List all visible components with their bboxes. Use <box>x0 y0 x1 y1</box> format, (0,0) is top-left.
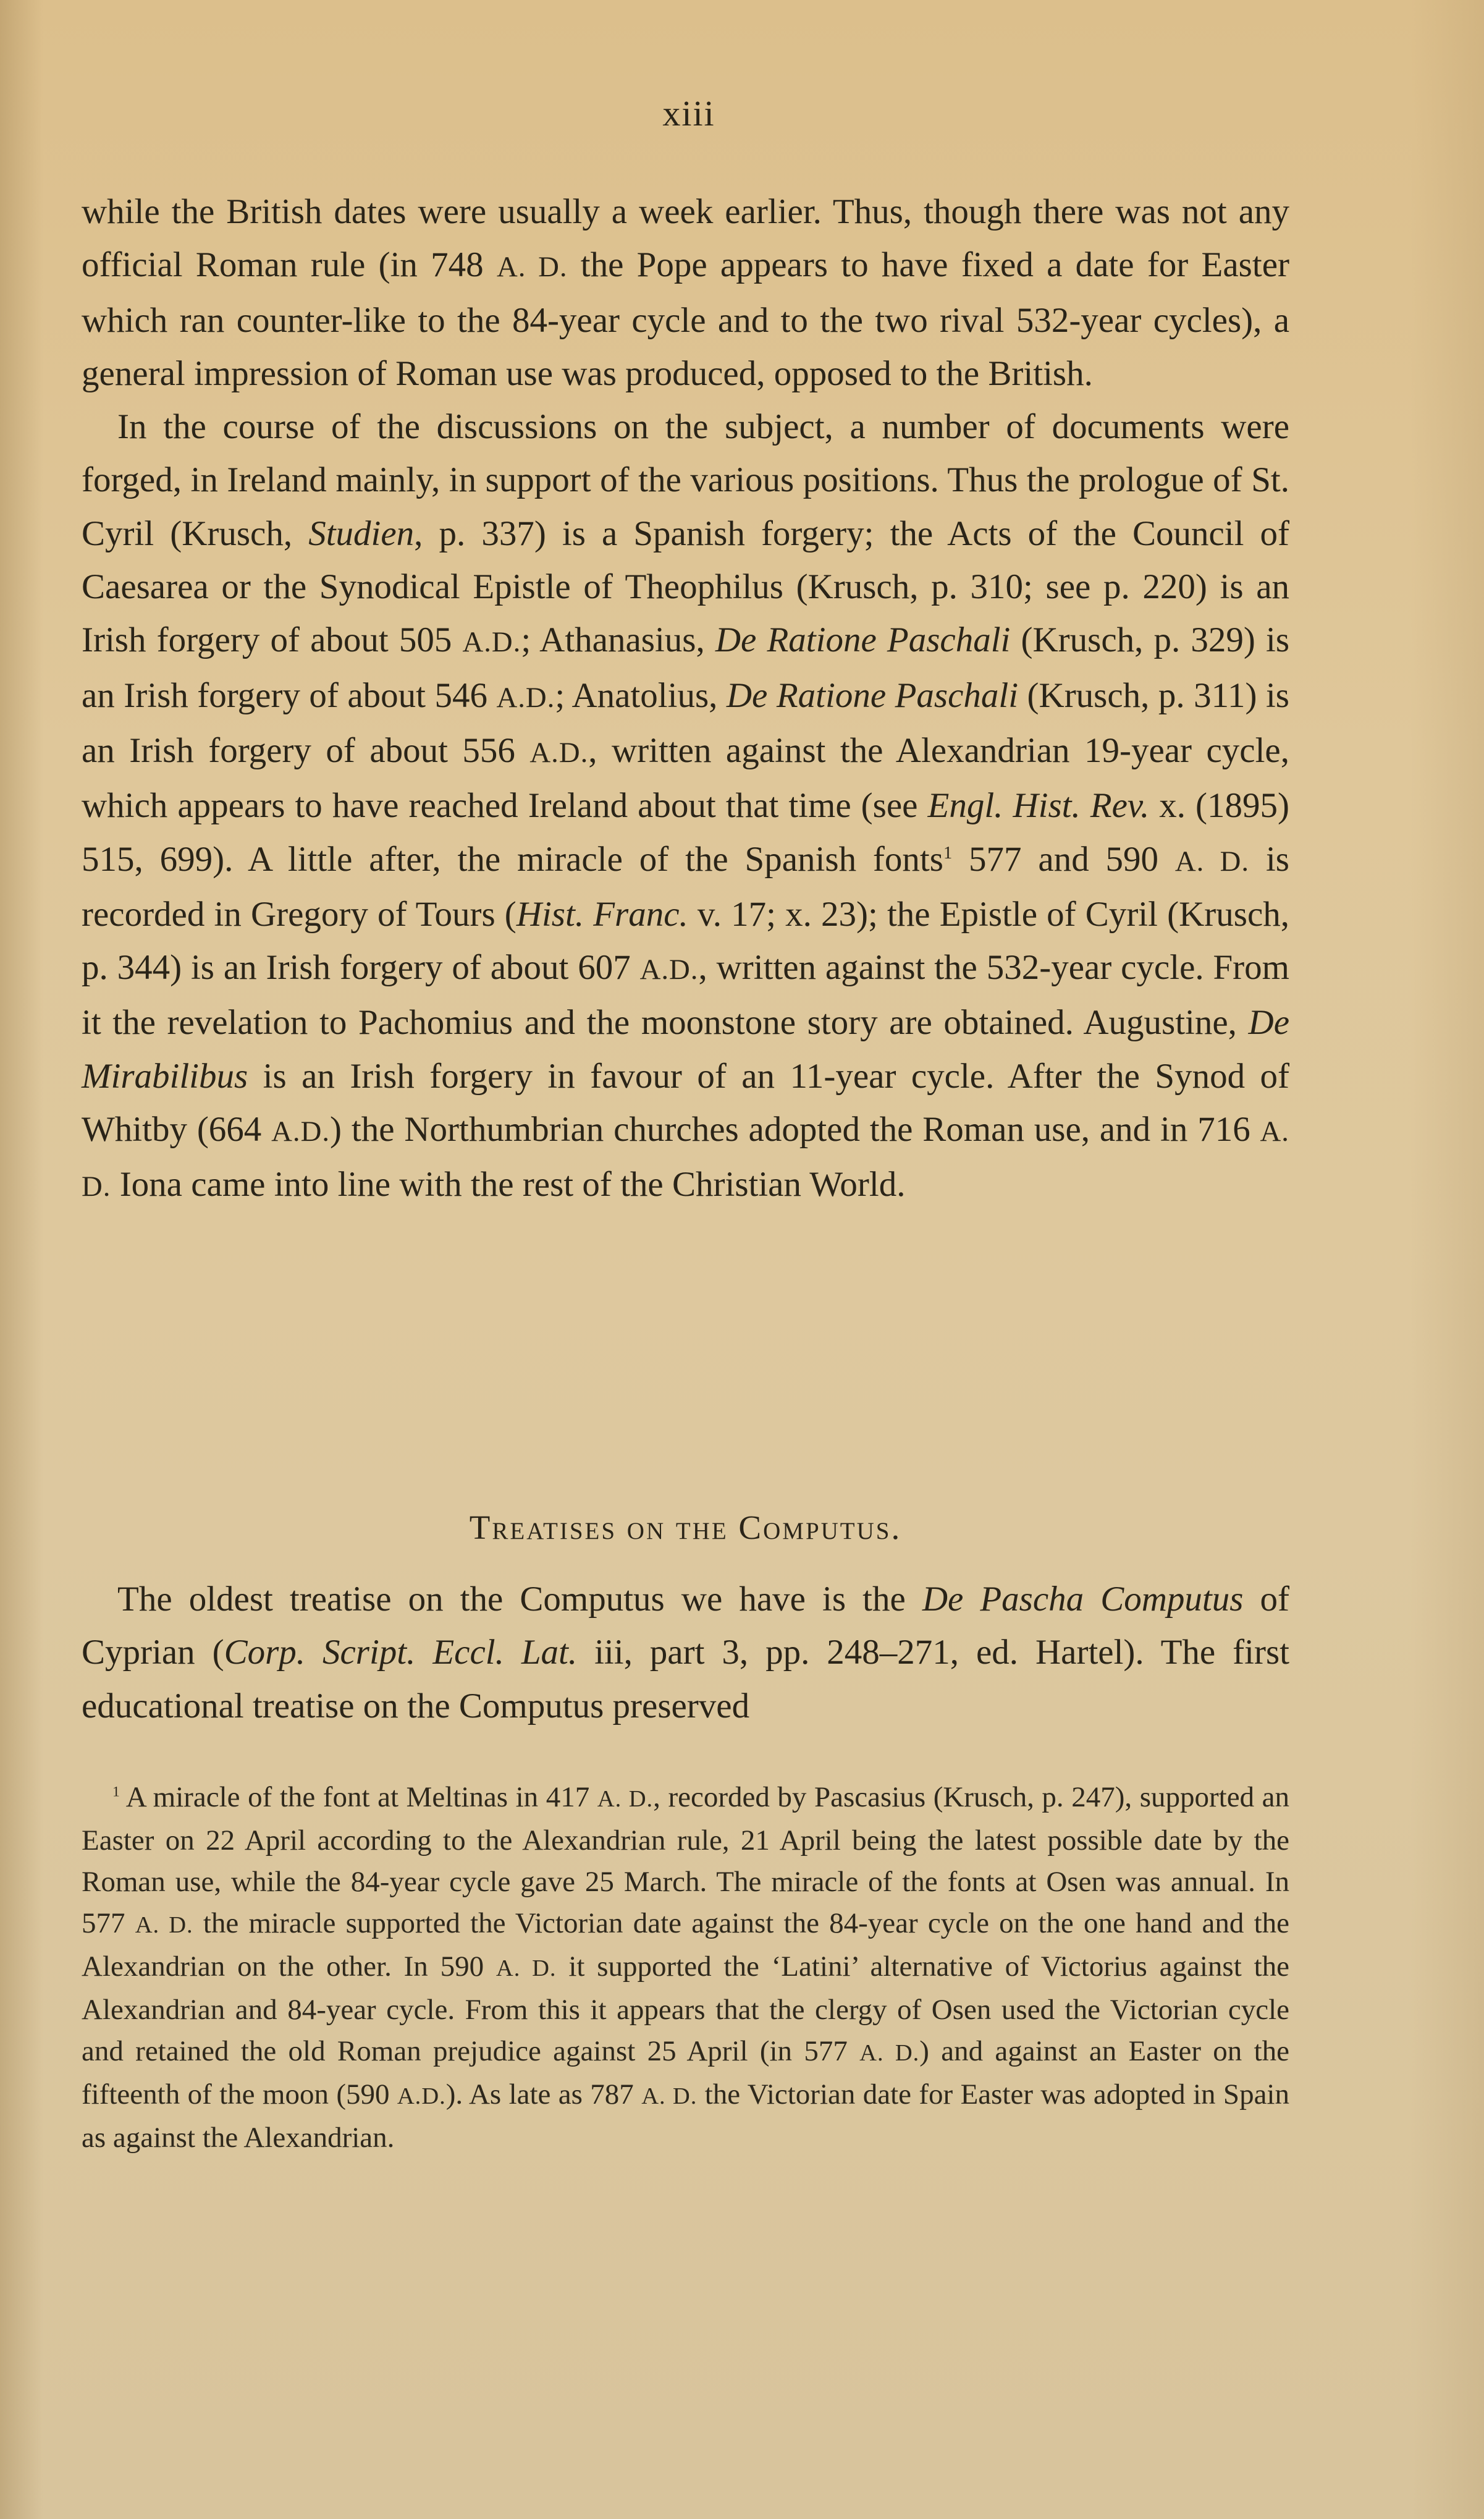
book-title: De Ratione Paschali <box>726 675 1019 715</box>
era-abbrev: A. D. <box>135 1912 193 1938</box>
era-abbrev: A.D. <box>496 681 555 714</box>
footnote-ref[interactable]: 1 <box>943 843 953 863</box>
era-abbrev: A. D. <box>495 1955 557 1981</box>
book-title: Studien <box>308 514 415 553</box>
book-title: De Ratione Paschali <box>715 620 1011 660</box>
paragraph-treatises: The oldest treatise on the Computus we have is the De Pascha Computus of Cyprian (Corp. Script. Eccl. Lat. iii, part 3, pp. 248–271, ed. Hartel). The first educational treatise on the Computus preserved <box>82 1580 1289 1725</box>
era-abbrev: A.D. <box>639 954 699 986</box>
book-title: Corp. Script. Eccl. Lat. <box>224 1633 578 1672</box>
book-title: De Mirabilibus <box>82 1003 1289 1096</box>
era-abbrev: A.D. <box>271 1116 331 1148</box>
book-title: Hist. Franc. <box>516 894 688 934</box>
paragraph-forgeries: In the course of the discussions on the subject, a number of documents were forged, in Ireland mainly, in support of the various positions. Thus the prologue of St. Cyril (Krusch, Studien, p. 337) is a Spanish forgery; the Acts of the Council of Caesarea or the Synodical Epistle of Theophilus (Krusch, p. 310; see p. 220) is an Irish forgery of about 505 A.D.; Athanasius, De Ratione Paschali (Krusch, p. 329) is an Irish forgery of about 546 A.D.; Anatolius, De Ratione Paschali (Krusch, p. 311) is an Irish forgery of about 556 A.D., written against the Alexandrian 19-year cycle, which appears to have reached Ireland about that time (see Engl. Hist. Rev. x. (1895) 515, 699). A little after, the miracle of the Spanish fonts$^1$ 577 and 590 A. D. is recorded in Gregory of Tours (Hist. Franc. v. 17; x. 23); the Epistle of Cyril (Krusch, p. 344) is an Irish forgery of about 607 A.D., written against the 532-year cycle. From it the revelation to Pachomius and the moonstone story are obtained. Augustine, De Mirabilibus is an Irish forgery in favour of an 11-year cycle. After the Synod of Whitby (664 A.D.) the Northumbrian churches adopted the Roman use, and in 716 A. D. Iona came into line with the rest of the Christian World. <box>82 407 1290 1204</box>
paragraph-continued: while the British dates were usually a week earlier. Thus, though there was not any official Roman rule (in 748 A. D. the Pope appears to have fixed a date for Easter which ran counter-like to the 84-year cycle and to the two rival 532-year cycles), a general impression of Roman use was produced, opposed to the British. <box>82 192 1289 393</box>
footnote-marker: 1 <box>112 1784 120 1800</box>
journal-title: Engl. Hist. Rev. <box>927 786 1150 826</box>
book-title: De Pascha Computus <box>922 1580 1244 1619</box>
page-edge-shadow <box>1410 0 1484 2519</box>
era-abbrev: A.D. <box>462 626 521 659</box>
section-heading: Treatises on the Computus. <box>469 1509 902 1546</box>
era-abbrev: A. D. <box>597 1786 654 1812</box>
section-text <box>82 1573 1289 1733</box>
era-abbrev: A. D. <box>859 2040 920 2066</box>
page-gutter-shadow <box>0 0 43 2519</box>
era-abbrev: A. D. <box>496 251 568 284</box>
era-abbrev: A.D. <box>397 2083 446 2109</box>
era-abbrev: A. D. <box>641 2083 698 2109</box>
era-abbrev: A.D. <box>529 736 589 769</box>
footnote <box>82 1777 1289 2159</box>
page-number: xiii <box>662 93 715 133</box>
body-text <box>82 185 1289 1214</box>
footnote-1: $^1$ A miracle of the font at Meltinas in 417 A. D., recorded by Pascasius (Krusch, p. 247), supported an Easter on 22 April according to the Alexandrian rule, 21 April being the latest possible date by the Roman use, while the 84-year cycle gave 25 March. The miracle of the fonts at Osen was annual. In 577 A. D. the miracle supported the Victorian date against the 84-year cycle on the one hand and the Alexandrian on the other. In 590 A. D. it supported the ‘Latini’ alternative of Victorius against the Alexandrian and 84-year cycle. From this it appears that the clergy of Osen used the Victorian cycle and retained the old Roman prejudice against 25 April (in 577 A. D.) and against an Easter on the fifteenth of the moon (590 A.D.). As late as 787 A. D. the Victorian date for Easter was adopted in Spain as against the Alexandrian. <box>82 1781 1290 2154</box>
era-abbrev: A. D. <box>82 1116 1289 1203</box>
era-abbrev: A. D. <box>1174 845 1250 878</box>
